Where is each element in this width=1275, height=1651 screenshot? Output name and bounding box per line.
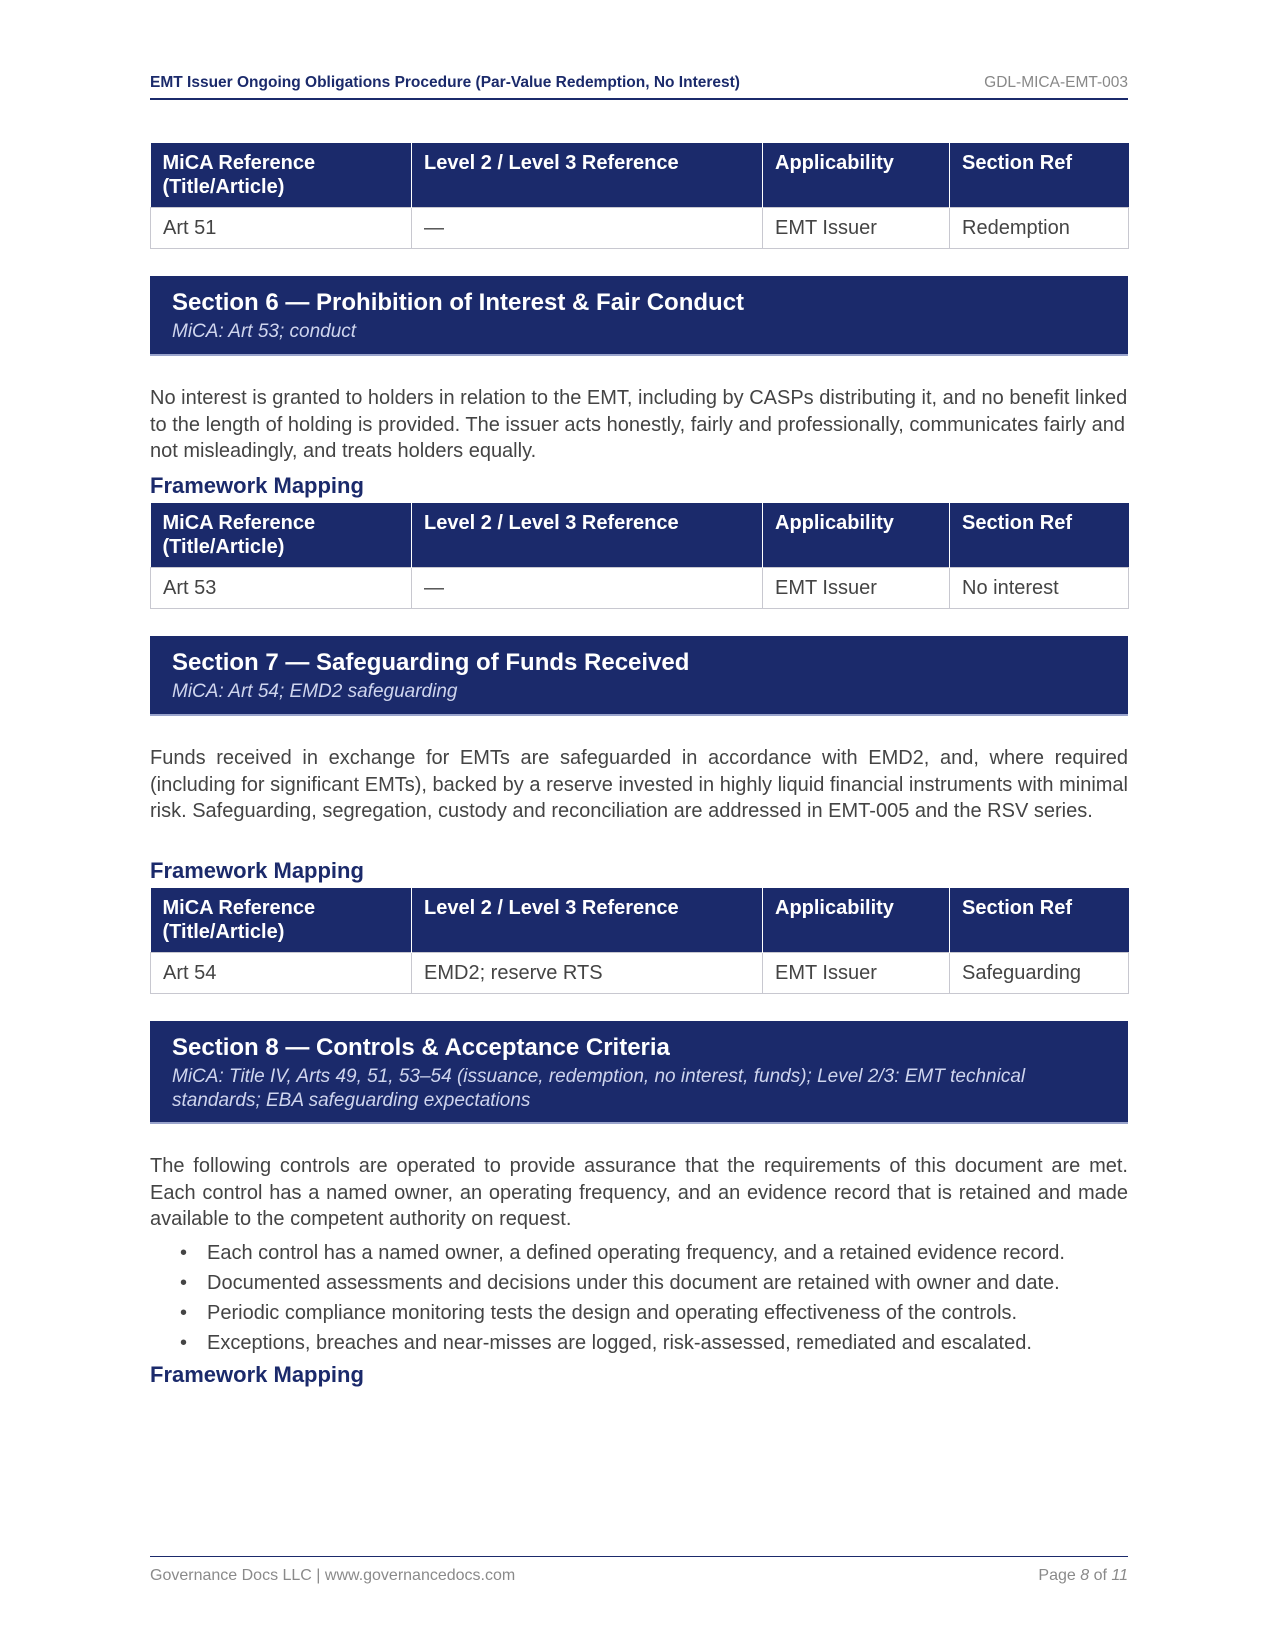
bullet-text: Exceptions, breaches and near-misses are logged, risk-assessed, remediated and escalated. bbox=[207, 1332, 1032, 1354]
page-number bbox=[1038, 1567, 1128, 1585]
section-7-heading: Section 7 — Safeguarding of Funds Received bbox=[172, 649, 690, 676]
header-section-ref: Section Ref bbox=[950, 888, 1129, 953]
table-header-row bbox=[151, 503, 1129, 568]
footer-company: Governance Docs LLC | www.governancedocs.com bbox=[150, 1567, 516, 1584]
controls-bullet-list bbox=[150, 1238, 1128, 1358]
section-7-subheading: MiCA: Art 54; EMD2 safeguarding bbox=[172, 681, 458, 702]
section-6-subheading: MiCA: Art 53; conduct bbox=[172, 321, 357, 342]
list-item bbox=[150, 1298, 1128, 1328]
list-item bbox=[150, 1328, 1128, 1358]
header-mica-reference: MiCA Reference (Title/Article) bbox=[151, 503, 412, 568]
cell-applicability: EMT Issuer bbox=[763, 208, 950, 249]
header-level-reference: Level 2 / Level 3 Reference bbox=[412, 503, 763, 568]
section-6-mapping-label: Framework Mapping bbox=[150, 473, 364, 498]
header-mica-reference: MiCA Reference (Title/Article) bbox=[151, 888, 412, 953]
header-applicability: Applicability bbox=[763, 503, 950, 568]
header-applicability: Applicability bbox=[763, 143, 950, 208]
framework-mapping-table-section5 bbox=[150, 143, 1129, 249]
header-level-reference: Level 2 / Level 3 Reference bbox=[412, 143, 763, 208]
bullet-text: Each control has a named owner, a defined operating frequency, and a retained evidence record. bbox=[207, 1242, 1065, 1264]
header-mica-reference: MiCA Reference (Title/Article) bbox=[151, 143, 412, 208]
page-current: 8 bbox=[1080, 1567, 1090, 1584]
bullet-icon: • bbox=[180, 1302, 188, 1324]
framework-mapping-table-section7 bbox=[150, 888, 1129, 994]
cell-level-reference: — bbox=[412, 208, 763, 249]
bullet-icon: • bbox=[180, 1332, 188, 1354]
section-8-subheading: MiCA: Title IV, Arts 49, 51, 53–54 (issuance, redemption, no interest, funds); Level 2/3: EMT technical standards; EBA safeguarding expectations bbox=[172, 1066, 1026, 1111]
section-8-mapping-label: Framework Mapping bbox=[150, 1362, 364, 1387]
bullet-icon: • bbox=[180, 1242, 188, 1264]
bullet-icon: • bbox=[180, 1272, 188, 1294]
section-8-heading-band bbox=[150, 1021, 1128, 1124]
header-applicability: Applicability bbox=[763, 888, 950, 953]
section-8-body: The following controls are operated to provide assurance that the requirements of this document are met. Each control has a named owner, an operating frequency, and an evidence record that is retained and made available to the competent authority on request. bbox=[150, 1155, 1128, 1230]
bullet-text: Documented assessments and decisions under this document are retained with owner and date. bbox=[207, 1272, 1060, 1294]
cell-mica-reference: Art 54 bbox=[151, 953, 412, 994]
cell-level-reference: EMD2; reserve RTS bbox=[412, 953, 763, 994]
cell-level-reference: — bbox=[412, 568, 763, 609]
cell-applicability: EMT Issuer bbox=[763, 953, 950, 994]
cell-section-ref: Safeguarding bbox=[950, 953, 1129, 994]
page-header bbox=[150, 72, 1128, 100]
cell-section-ref: Redemption bbox=[950, 208, 1129, 249]
section-7-body: Funds received in exchange for EMTs are safeguarded in accordance with EMD2, and, where required (including for significant EMTs), backed by a reserve invested in highly liquid financial instruments with minimal risk. Safeguarding, segregation, custody and reconciliation are addressed in EMT-005 and the RSV series. bbox=[150, 747, 1128, 822]
cell-mica-reference: Art 51 bbox=[151, 208, 412, 249]
page-footer bbox=[150, 1556, 1128, 1584]
list-item bbox=[150, 1238, 1128, 1268]
table-header-row bbox=[151, 888, 1129, 953]
list-item bbox=[150, 1268, 1128, 1298]
table-row bbox=[151, 953, 1129, 994]
page-total: 11 bbox=[1111, 1567, 1128, 1584]
section-6-body: No interest is granted to holders in relation to the EMT, including by CASPs distributing it, and no benefit linked to the length of holding is provided. The issuer acts honestly, fairly and professionally, communicates fairly and not misleadingly, and treats holders equally. bbox=[150, 387, 1128, 462]
framework-mapping-table-section6 bbox=[150, 503, 1129, 609]
table-row bbox=[151, 208, 1129, 249]
bullet-text: Periodic compliance monitoring tests the design and operating effectiveness of the controls. bbox=[207, 1302, 1018, 1324]
section-6-heading: Section 6 — Prohibition of Interest & Fair Conduct bbox=[172, 289, 745, 316]
document-code: GDL-MICA-EMT-003 bbox=[984, 74, 1128, 91]
table-row bbox=[151, 568, 1129, 609]
page-prefix: Page bbox=[1038, 1567, 1076, 1584]
header-section-ref: Section Ref bbox=[950, 143, 1129, 208]
section-7-mapping-label: Framework Mapping bbox=[150, 858, 364, 883]
section-6-heading-band bbox=[150, 276, 1128, 356]
header-level-reference: Level 2 / Level 3 Reference bbox=[412, 888, 763, 953]
header-section-ref: Section Ref bbox=[950, 503, 1129, 568]
document-title: EMT Issuer Ongoing Obligations Procedure (Par-Value Redemption, No Interest) bbox=[150, 74, 740, 91]
page-of: of bbox=[1093, 1567, 1107, 1584]
cell-section-ref: No interest bbox=[950, 568, 1129, 609]
cell-mica-reference: Art 53 bbox=[151, 568, 412, 609]
cell-applicability: EMT Issuer bbox=[763, 568, 950, 609]
section-7-heading-band bbox=[150, 636, 1128, 716]
section-8-heading: Section 8 — Controls & Acceptance Criteria bbox=[172, 1034, 670, 1061]
table-header-row bbox=[151, 143, 1129, 208]
